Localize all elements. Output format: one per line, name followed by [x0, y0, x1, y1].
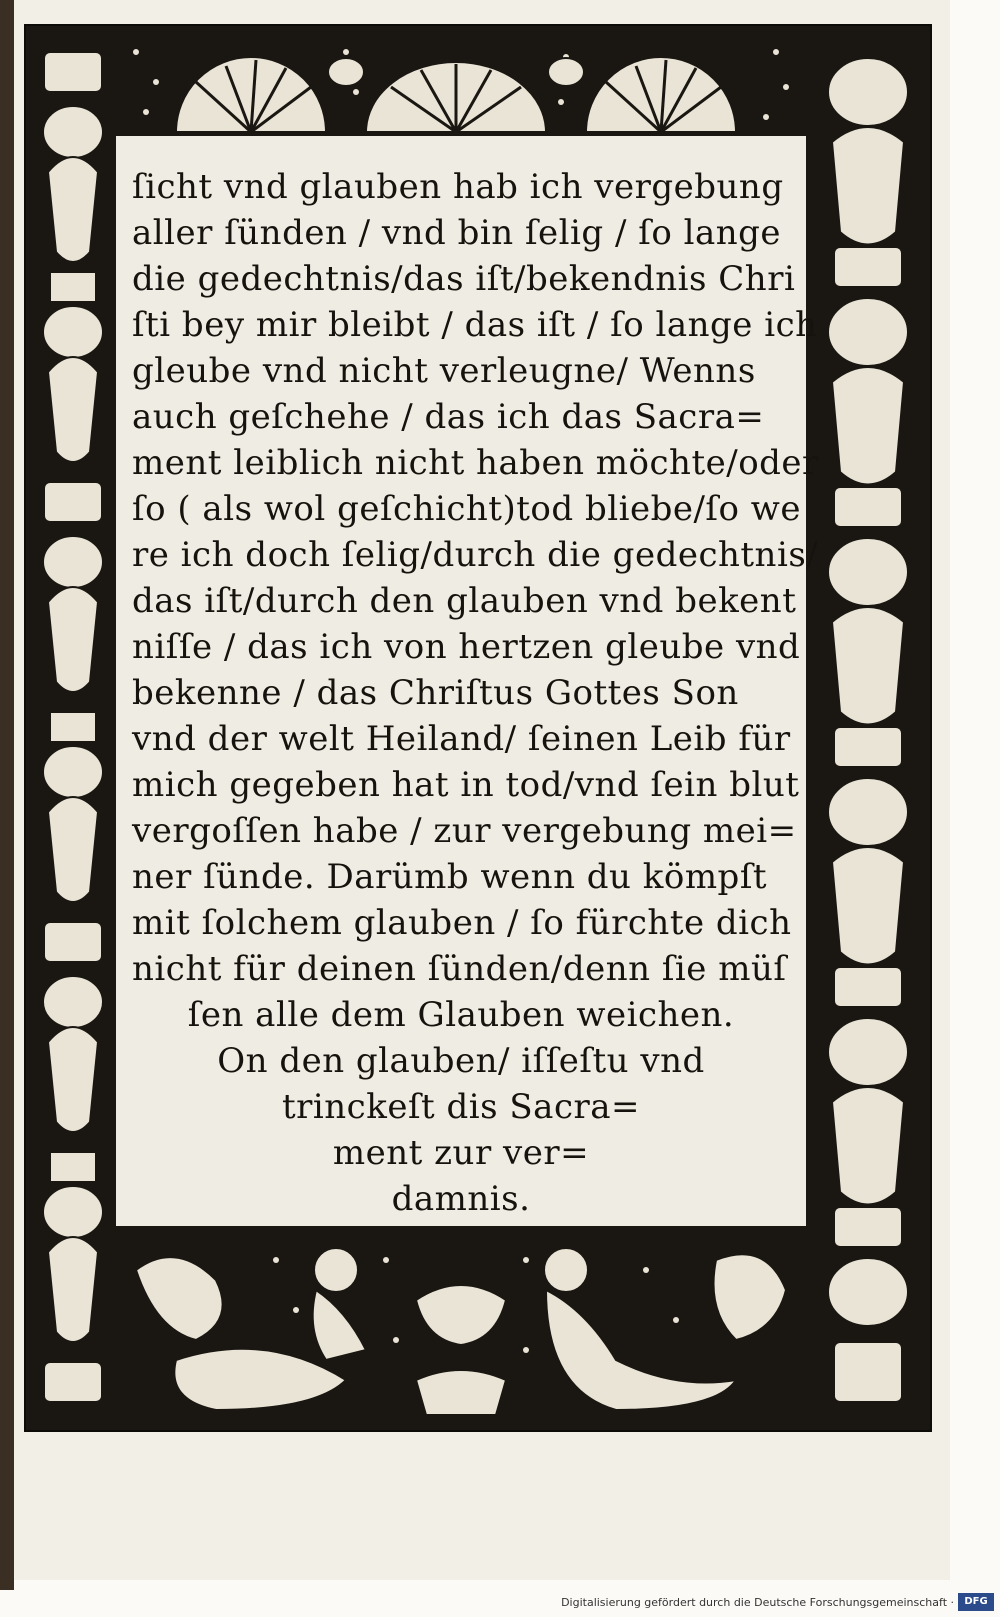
text-block — [116, 136, 819, 1226]
text-line: vergoſſen habe / zur vergebung mei= — [132, 811, 797, 851]
book-spine-edge — [0, 0, 14, 1617]
text-line: aller ſünden / vnd bin ſelig / ſo lange — [132, 213, 782, 253]
text-line: mich gegeben hat in tod/vnd ſein blut — [132, 765, 800, 805]
dfg-logo: DFG — [958, 1593, 994, 1611]
page-margin-right — [950, 0, 1000, 1580]
book-page — [14, 0, 950, 1580]
text-line: On den glauben/ iſſeſtu vnd — [217, 1041, 705, 1081]
text-line: mit ſolchem glauben / ſo fürchte dich — [132, 903, 792, 943]
text-line: re ich doch ſelig/durch die gedechtnis/ — [132, 535, 819, 575]
text-line: ment zur ver= — [332, 1133, 590, 1173]
text-line: ner ſünde. Darümb wenn du kömpſt — [132, 857, 768, 897]
text-line: gleube vnd nicht verleugne/ Wenns — [132, 351, 756, 391]
woodcut-border-frame — [24, 24, 932, 1432]
text-line: niſſe / das ich von hertzen gleube vnd — [132, 627, 801, 667]
text-line: ment leiblich nicht haben möchte/oder — [132, 443, 819, 483]
digitization-footer — [0, 1590, 1000, 1617]
text-line: ſo ( als wol geſchicht)tod bliebe/ſo we — [132, 489, 802, 529]
text-line: auch geſchehe / das ich das Sacra= — [132, 397, 765, 437]
text-line: nicht für deinen ſünden/denn ſie müſ — [132, 949, 787, 989]
funding-notice: Digitalisierung gefördert durch die Deutsche Forschungsgemeinschaft · — [561, 1596, 954, 1609]
text-line: ſicht vnd glauben hab ich vergebung — [132, 167, 784, 207]
bottom-putti-ornament — [116, 1230, 806, 1424]
text-line: damnis. — [391, 1179, 531, 1219]
text-line: das iſt/durch den glauben vnd bekent — [132, 581, 797, 621]
right-ornament-column — [812, 32, 924, 1424]
left-ornament-column — [30, 32, 116, 1424]
text-line: ſen alle dem Glauben weichen. — [187, 995, 735, 1035]
text-line: die gedechtnis/das iſt/bekendnis Chri — [132, 259, 796, 299]
text-line: trinckeſt dis Sacra= — [281, 1087, 641, 1127]
text-line: bekenne / das Chriſtus Gottes Son — [132, 673, 739, 713]
text-line: ſti bey mir bleibt / das iſt / ſo lange ich — [132, 305, 818, 345]
text-line: vnd der welt Heiland/ ſeinen Leib für — [132, 719, 791, 759]
top-ornament-band — [116, 32, 806, 136]
